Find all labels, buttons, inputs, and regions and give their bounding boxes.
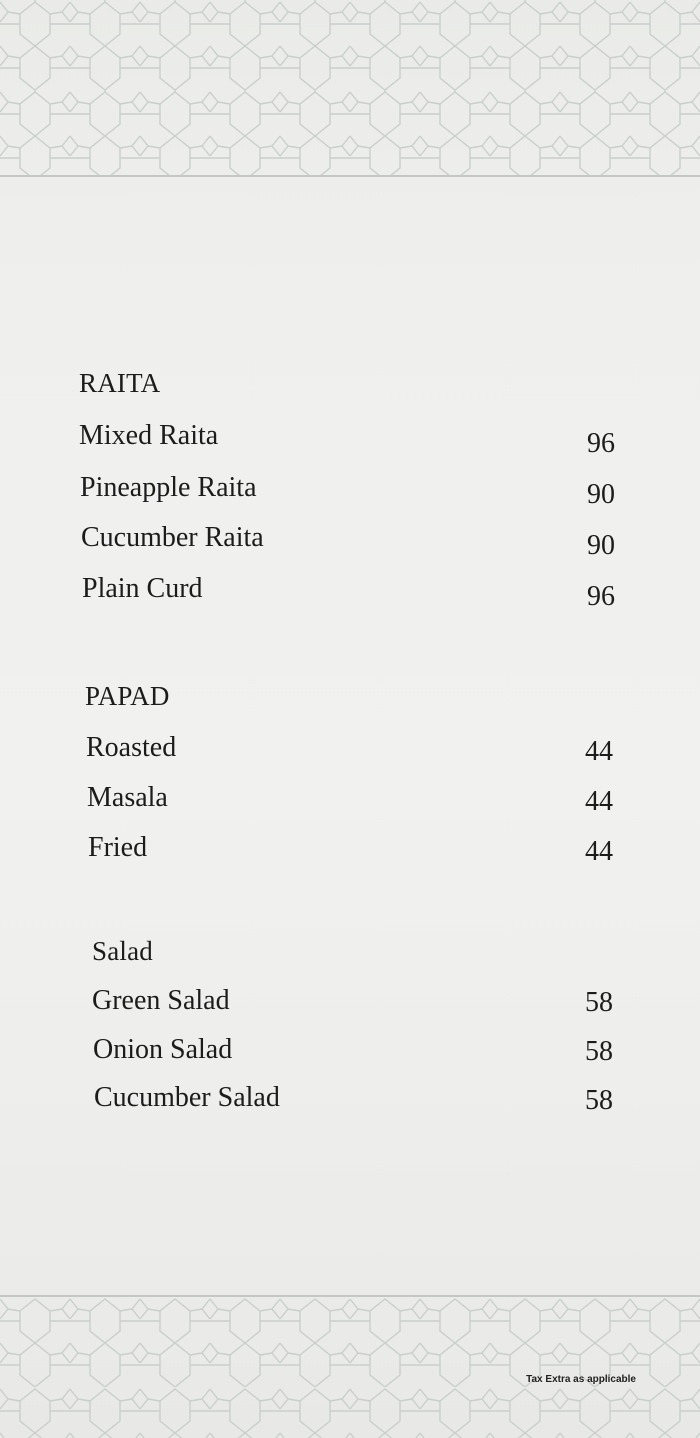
top-pattern-border <box>0 0 700 178</box>
item-name: Plain Curd <box>82 573 203 604</box>
item-price: 44 <box>585 736 613 767</box>
item-name: Cucumber Salad <box>94 1082 280 1113</box>
item-price: 58 <box>585 1085 613 1116</box>
item-price: 90 <box>587 479 615 510</box>
item-name: Masala <box>87 782 168 813</box>
item-price: 96 <box>587 581 615 612</box>
item-name: Roasted <box>86 732 177 763</box>
item-price: 58 <box>585 1036 613 1067</box>
bottom-pattern-border <box>0 1295 700 1438</box>
section-title-salad: Salad <box>92 936 153 966</box>
item-price: 44 <box>585 786 613 817</box>
item-price: 58 <box>585 987 613 1018</box>
section-title-papad: PAPAD <box>85 681 170 711</box>
item-name: Cucumber Raita <box>81 522 264 553</box>
item-price: 96 <box>587 428 615 459</box>
item-name: Mixed Raita <box>79 420 219 451</box>
item-name: Onion Salad <box>93 1034 233 1065</box>
item-name: Fried <box>88 832 148 863</box>
section-title-raita: RAITA <box>79 368 161 398</box>
item-name: Green Salad <box>92 985 230 1016</box>
tax-note: Tax Extra as applicable <box>526 1374 636 1385</box>
item-name: Pineapple Raita <box>80 472 257 503</box>
item-price: 90 <box>587 530 615 561</box>
item-price: 44 <box>585 836 613 867</box>
